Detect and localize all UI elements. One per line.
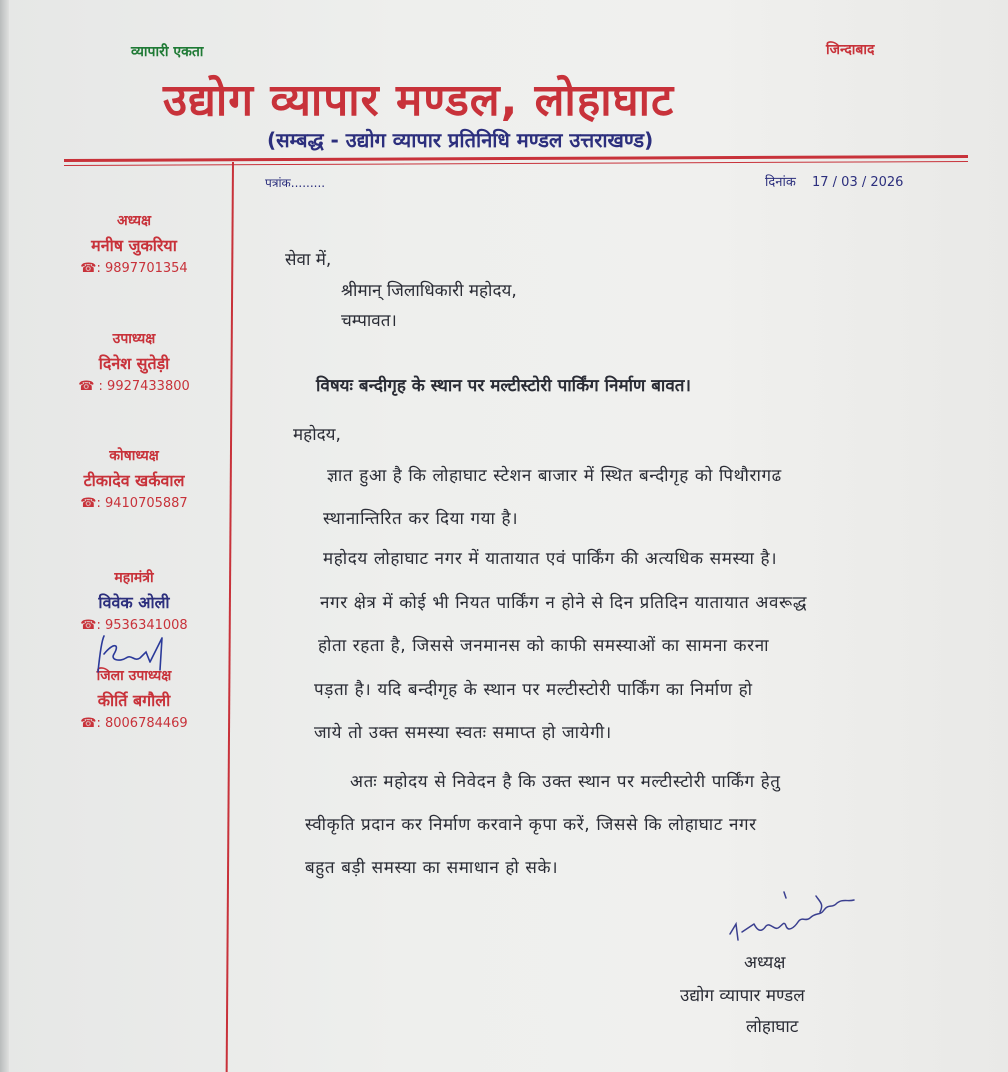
- body-line: जाये तो उक्त समस्या स्वतः समाप्त हो जायेगी।: [314, 723, 612, 743]
- affiliation-line: (सम्बद्ध - उद्योग व्यापार प्रतिनिधि मण्डल उत्तराखण्ड): [267, 128, 654, 152]
- body-line: स्थानान्तिरित कर दिया गया है।: [323, 509, 519, 529]
- officer-role: जिला उपाध्यक्ष: [96, 668, 172, 684]
- officer-phone: ☎: 8006784469: [80, 716, 188, 731]
- officer-general-secretary: [34, 568, 234, 633]
- body-line: नगर क्षेत्र में कोई भी नियत पार्किंग न होने से दिन प्रतिदिन यातायात अवरूद्ध: [320, 593, 808, 613]
- officer-phone: ☎: 9897701354: [80, 261, 188, 276]
- address-salutation: सेवा में,: [285, 250, 332, 270]
- officer-phone: ☎: 9410705887: [80, 496, 188, 511]
- salutation: महोदय,: [293, 425, 341, 445]
- officer-name: कीर्ति बगौली: [97, 691, 171, 710]
- date-label: दिनांक: [765, 175, 796, 190]
- officer-name: दिनेश सुतेड़ी: [98, 354, 170, 373]
- header-rule-thin: [64, 161, 968, 166]
- officer-role: अध्यक्ष: [116, 213, 152, 229]
- body-line: स्वीकृति प्रदान कर निर्माण करवाने कृपा करें, जिससे कि लोहाघाट नगर: [305, 815, 757, 835]
- handwritten-signature-initials: [90, 632, 185, 682]
- body-line: पड़ता है। यदि बन्दीगृह के स्थान पर मल्टीस्टोरी पार्किंग का निर्माण हो: [314, 680, 753, 700]
- officer-role: कोषाध्यक्ष: [109, 448, 159, 464]
- reference-number-field: पत्रांक.........: [265, 176, 326, 190]
- signatory-role: अध्यक्ष: [744, 953, 786, 973]
- addressee: श्रीमान् जिलाधिकारी महोदय,: [341, 281, 517, 301]
- body-line: होता रहता है, जिससे जनमानस को काफी समस्याओं का सामना करना: [318, 636, 770, 656]
- signatory-place: लोहाघाट: [746, 1017, 799, 1037]
- date-field: [765, 172, 903, 190]
- officer-phone: ☎: 9536341008: [80, 618, 188, 633]
- date-value: 17 / 03 / 2026: [811, 175, 904, 190]
- slogan-right: जिन्दाबाद: [826, 42, 875, 58]
- officer-name: टीकादेव खर्कवाल: [83, 471, 185, 490]
- addressee-location: चम्पावत।: [341, 311, 397, 331]
- signatory-organization: उद्योग व्यापार मण्डल: [680, 986, 805, 1006]
- organization-name: उद्योग व्यापार मण्डल, लोहाघाट: [163, 75, 675, 126]
- body-line: महोदय लोहाघाट नगर में यातायात एवं पार्किंग की अत्यधिक समस्या है।: [323, 549, 778, 569]
- officer-treasurer: [34, 446, 234, 511]
- slogan-left: व्यापारी एकता: [131, 44, 204, 60]
- officer-president: [34, 211, 234, 276]
- body-line: ज्ञात हुआ है कि लोहाघाट स्टेशन बाजार में स्थित बन्दीगृह को पिथौरागढ: [327, 466, 782, 486]
- body-line: अतः महोदय से निवेदन है कि उक्त स्थान पर मल्टीस्टोरी पार्किंग हेतु: [350, 772, 781, 792]
- officer-name: मनीष जुकरिया: [91, 236, 177, 255]
- officer-phone: ☎ : 9927433800: [78, 379, 190, 394]
- officer-name: विवेक ओली: [98, 593, 170, 612]
- subject-line: विषयः बन्दीगृह के स्थान पर मल्टीस्टोरी पार्किंग निर्माण बावत।: [316, 376, 691, 396]
- body-line: बहुत बड़ी समस्या का समाधान हो सके।: [305, 858, 559, 878]
- officer-vice-president: [34, 329, 234, 394]
- handwritten-signature: [724, 882, 874, 952]
- page-edge-shadow: [0, 0, 9, 1072]
- officer-role: उपाध्यक्ष: [112, 331, 156, 347]
- officer-role: महामंत्री: [114, 570, 154, 586]
